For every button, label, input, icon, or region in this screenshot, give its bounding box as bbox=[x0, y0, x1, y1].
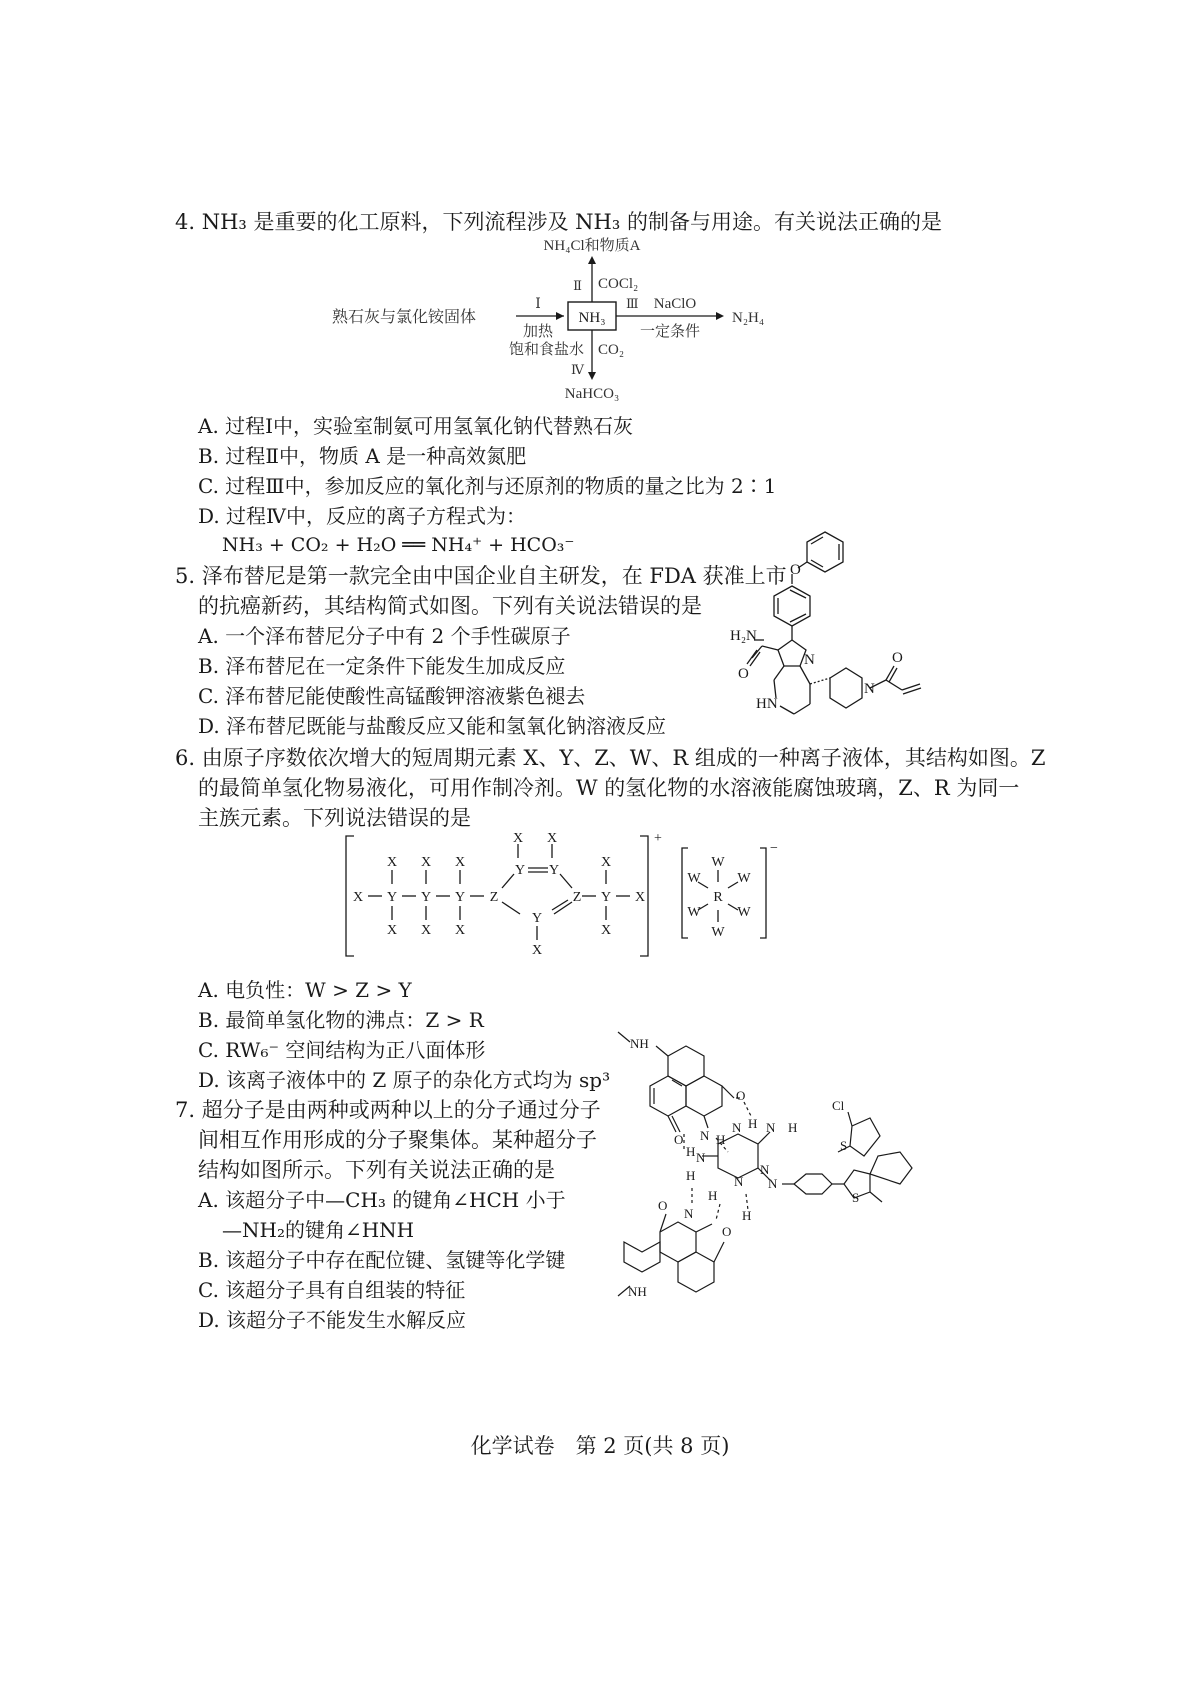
step2-reagent: COCl₂ bbox=[598, 276, 639, 292]
h-label: H bbox=[716, 1132, 726, 1147]
atom-z: Z bbox=[489, 890, 499, 905]
carbonyl-o-label: O bbox=[892, 650, 903, 666]
q6-option-c: C. RW₆⁻ 空间结构为正八面体形 bbox=[198, 1038, 486, 1062]
atom-x: X bbox=[454, 855, 466, 870]
q4-option-d: D. 过程Ⅳ中，反应的离子方程式为： bbox=[198, 504, 527, 528]
q7-option-c: C. 该超分子具有自组装的特征 bbox=[198, 1278, 466, 1302]
q6-option-a: A. 电负性：W > Z > Y bbox=[198, 978, 412, 1002]
q5-option-a: A. 一个泽布替尼分子中有 2 个手性碳原子 bbox=[198, 624, 571, 648]
n-label: N bbox=[734, 1174, 744, 1189]
atom-x: X bbox=[600, 923, 612, 938]
q5-option-c: C. 泽布替尼能使酸性高锰酸钾溶液紫色褪去 bbox=[198, 684, 586, 708]
atom-z: Z bbox=[572, 890, 582, 905]
atom-x: X bbox=[531, 943, 543, 958]
s-label: S bbox=[852, 1190, 860, 1205]
q5-option-d: D. 泽布替尼既能与盐酸反应又能和氢氧化钠溶液反应 bbox=[198, 714, 667, 738]
atom-y: Y bbox=[600, 890, 612, 905]
h-label: H bbox=[686, 1168, 696, 1183]
q7-option-a-cont: —NH₂的键角∠HNH bbox=[222, 1218, 415, 1242]
atom-x: X bbox=[454, 923, 466, 938]
step2-num: Ⅱ bbox=[573, 278, 582, 293]
o-ether-label: O bbox=[790, 562, 801, 578]
o-label: O bbox=[674, 1132, 684, 1147]
step1-cond: 加热 bbox=[522, 324, 554, 340]
atom-x: X bbox=[386, 855, 398, 870]
q6-option-d: D. 该离子液体中的 Z 原子的杂化方式均为 sp³ bbox=[198, 1068, 611, 1092]
q7-stem-line1: 7. 超分子是由两种或两种以上的分子通过分子 bbox=[175, 1098, 601, 1122]
n-label: N bbox=[684, 1206, 694, 1221]
step3-reagent: NaClO bbox=[653, 296, 697, 312]
piperidine-n-label: N bbox=[864, 681, 875, 697]
atom-y: Y bbox=[454, 890, 466, 905]
step2-product: NH₄Cl和物质A bbox=[543, 238, 641, 254]
atom-x: X bbox=[634, 890, 646, 905]
ionic-liquid-structure bbox=[340, 830, 810, 970]
q6-stem-line1: 6. 由原子序数依次增大的短周期元素 X、Y、Z、W、R 组成的一种离子液体，其结构如图。Z bbox=[175, 746, 1046, 770]
atom-x: X bbox=[600, 855, 612, 870]
supramolecule-structure bbox=[600, 1028, 940, 1318]
step4-num: Ⅳ bbox=[571, 362, 584, 377]
h-label: H bbox=[788, 1120, 798, 1135]
atom-w: W bbox=[687, 905, 701, 920]
step4-reagent: CO₂ bbox=[598, 342, 625, 358]
q5-stem-line1: 5. 泽布替尼是第一款完全由中国企业自主研发，在 FDA 获准上市 bbox=[175, 564, 787, 588]
q5-stem-line2: 的抗癌新药，其结构简式如图。下列有关说法错误的是 bbox=[198, 594, 702, 618]
atom-y: Y bbox=[514, 863, 526, 878]
n-label: N bbox=[766, 1120, 776, 1135]
atom-x: X bbox=[546, 831, 558, 846]
pyrazole-n-label: N bbox=[804, 652, 815, 668]
start-label: 熟石灰与氯化铵固体 bbox=[332, 309, 477, 326]
atom-w: W bbox=[737, 871, 751, 886]
o-label: O bbox=[736, 1088, 746, 1103]
atom-y: Y bbox=[420, 890, 432, 905]
q4-flow-diagram bbox=[330, 236, 790, 406]
step3-num: Ⅲ bbox=[626, 296, 639, 311]
q6-stem-line2: 的最简单氢化物易液化，可用作制冷剂。W 的氢化物的水溶液能腐蚀玻璃，Z、R 为同一 bbox=[198, 776, 1020, 800]
atom-w: W bbox=[737, 905, 751, 920]
h-label: H bbox=[686, 1144, 696, 1159]
h-label: H bbox=[748, 1116, 758, 1131]
page-footer: 化学试卷 第 2 页(共 8 页) bbox=[470, 1434, 730, 1458]
step1-num: Ⅰ bbox=[535, 297, 541, 312]
n-label: N bbox=[696, 1150, 706, 1165]
n-label: N bbox=[700, 1128, 710, 1143]
nh-label: NH bbox=[628, 1284, 647, 1299]
atom-w: W bbox=[711, 855, 725, 870]
nh-label: NH bbox=[630, 1036, 649, 1051]
q6-option-b: B. 最简单氢化物的沸点：Z > R bbox=[198, 1008, 484, 1032]
n-label: N bbox=[760, 1162, 770, 1177]
q4-option-b: B. 过程Ⅱ中，物质 A 是一种高效氮肥 bbox=[198, 444, 527, 468]
zanubrutinib-structure bbox=[730, 528, 940, 738]
atom-r: R bbox=[713, 890, 723, 905]
step3-product: N₂H₄ bbox=[732, 310, 765, 326]
q4-option-a: A. 过程Ⅰ中，实验室制氨可用氢氧化钠代替熟石灰 bbox=[198, 414, 634, 438]
n-label: N bbox=[768, 1176, 778, 1191]
n-label: N bbox=[732, 1120, 742, 1135]
step3-cond: 一定条件 bbox=[639, 324, 701, 340]
q7-option-d: D. 该超分子不能发生水解反应 bbox=[198, 1308, 467, 1332]
atom-w: W bbox=[711, 925, 725, 940]
nh3-label: NH₃ bbox=[578, 310, 606, 326]
o-label: O bbox=[722, 1224, 732, 1239]
step4-left: 饱和食盐水 bbox=[508, 342, 584, 358]
q7-option-a: A. 该超分子中—CH₃ 的键角∠HCH 小于 bbox=[198, 1188, 566, 1212]
s-label: S bbox=[840, 1138, 848, 1153]
h-label: H bbox=[742, 1208, 752, 1223]
q4-equation: NH₃ + CO₂ + H₂O ══ NH₄⁺ + HCO₃⁻ bbox=[222, 534, 575, 556]
q4-stem: 4. NH₃ 是重要的化工原料，下列流程涉及 NH₃ 的制备与用途。有关说法正确的是 bbox=[175, 210, 942, 234]
atom-w: W bbox=[687, 871, 701, 886]
step4-product: NaHCO₃ bbox=[564, 386, 620, 402]
q7-stem-line2: 间相互作用形成的分子聚集体。某种超分子 bbox=[198, 1128, 597, 1152]
anion-charge: − bbox=[770, 841, 778, 856]
h-label: H bbox=[708, 1188, 718, 1203]
atom-x: X bbox=[512, 831, 524, 846]
atom-y: Y bbox=[386, 890, 398, 905]
cation-charge: + bbox=[654, 831, 662, 846]
atom-x: X bbox=[386, 923, 398, 938]
atom-x: X bbox=[352, 890, 364, 905]
o-label: O bbox=[658, 1198, 668, 1213]
q4-option-c: C. 过程Ⅲ中，参加反应的氧化剂与还原剂的物质的量之比为 2∶1 bbox=[198, 474, 777, 498]
nh2-label: H₂N bbox=[730, 628, 757, 644]
hn-label: HN bbox=[756, 696, 778, 712]
atom-x: X bbox=[420, 855, 432, 870]
cl-label: Cl bbox=[832, 1098, 845, 1113]
q7-option-b: B. 该超分子中存在配位键、氢键等化学键 bbox=[198, 1248, 566, 1272]
q7-stem-line3: 结构如图所示。下列有关说法正确的是 bbox=[198, 1158, 555, 1182]
atom-y: Y bbox=[531, 911, 543, 926]
amide-o-label: O bbox=[738, 666, 749, 682]
atom-x: X bbox=[420, 923, 432, 938]
q5-option-b: B. 泽布替尼在一定条件下能发生加成反应 bbox=[198, 654, 566, 678]
atom-y: Y bbox=[548, 863, 560, 878]
q6-stem-line3: 主族元素。下列说法错误的是 bbox=[198, 806, 471, 830]
